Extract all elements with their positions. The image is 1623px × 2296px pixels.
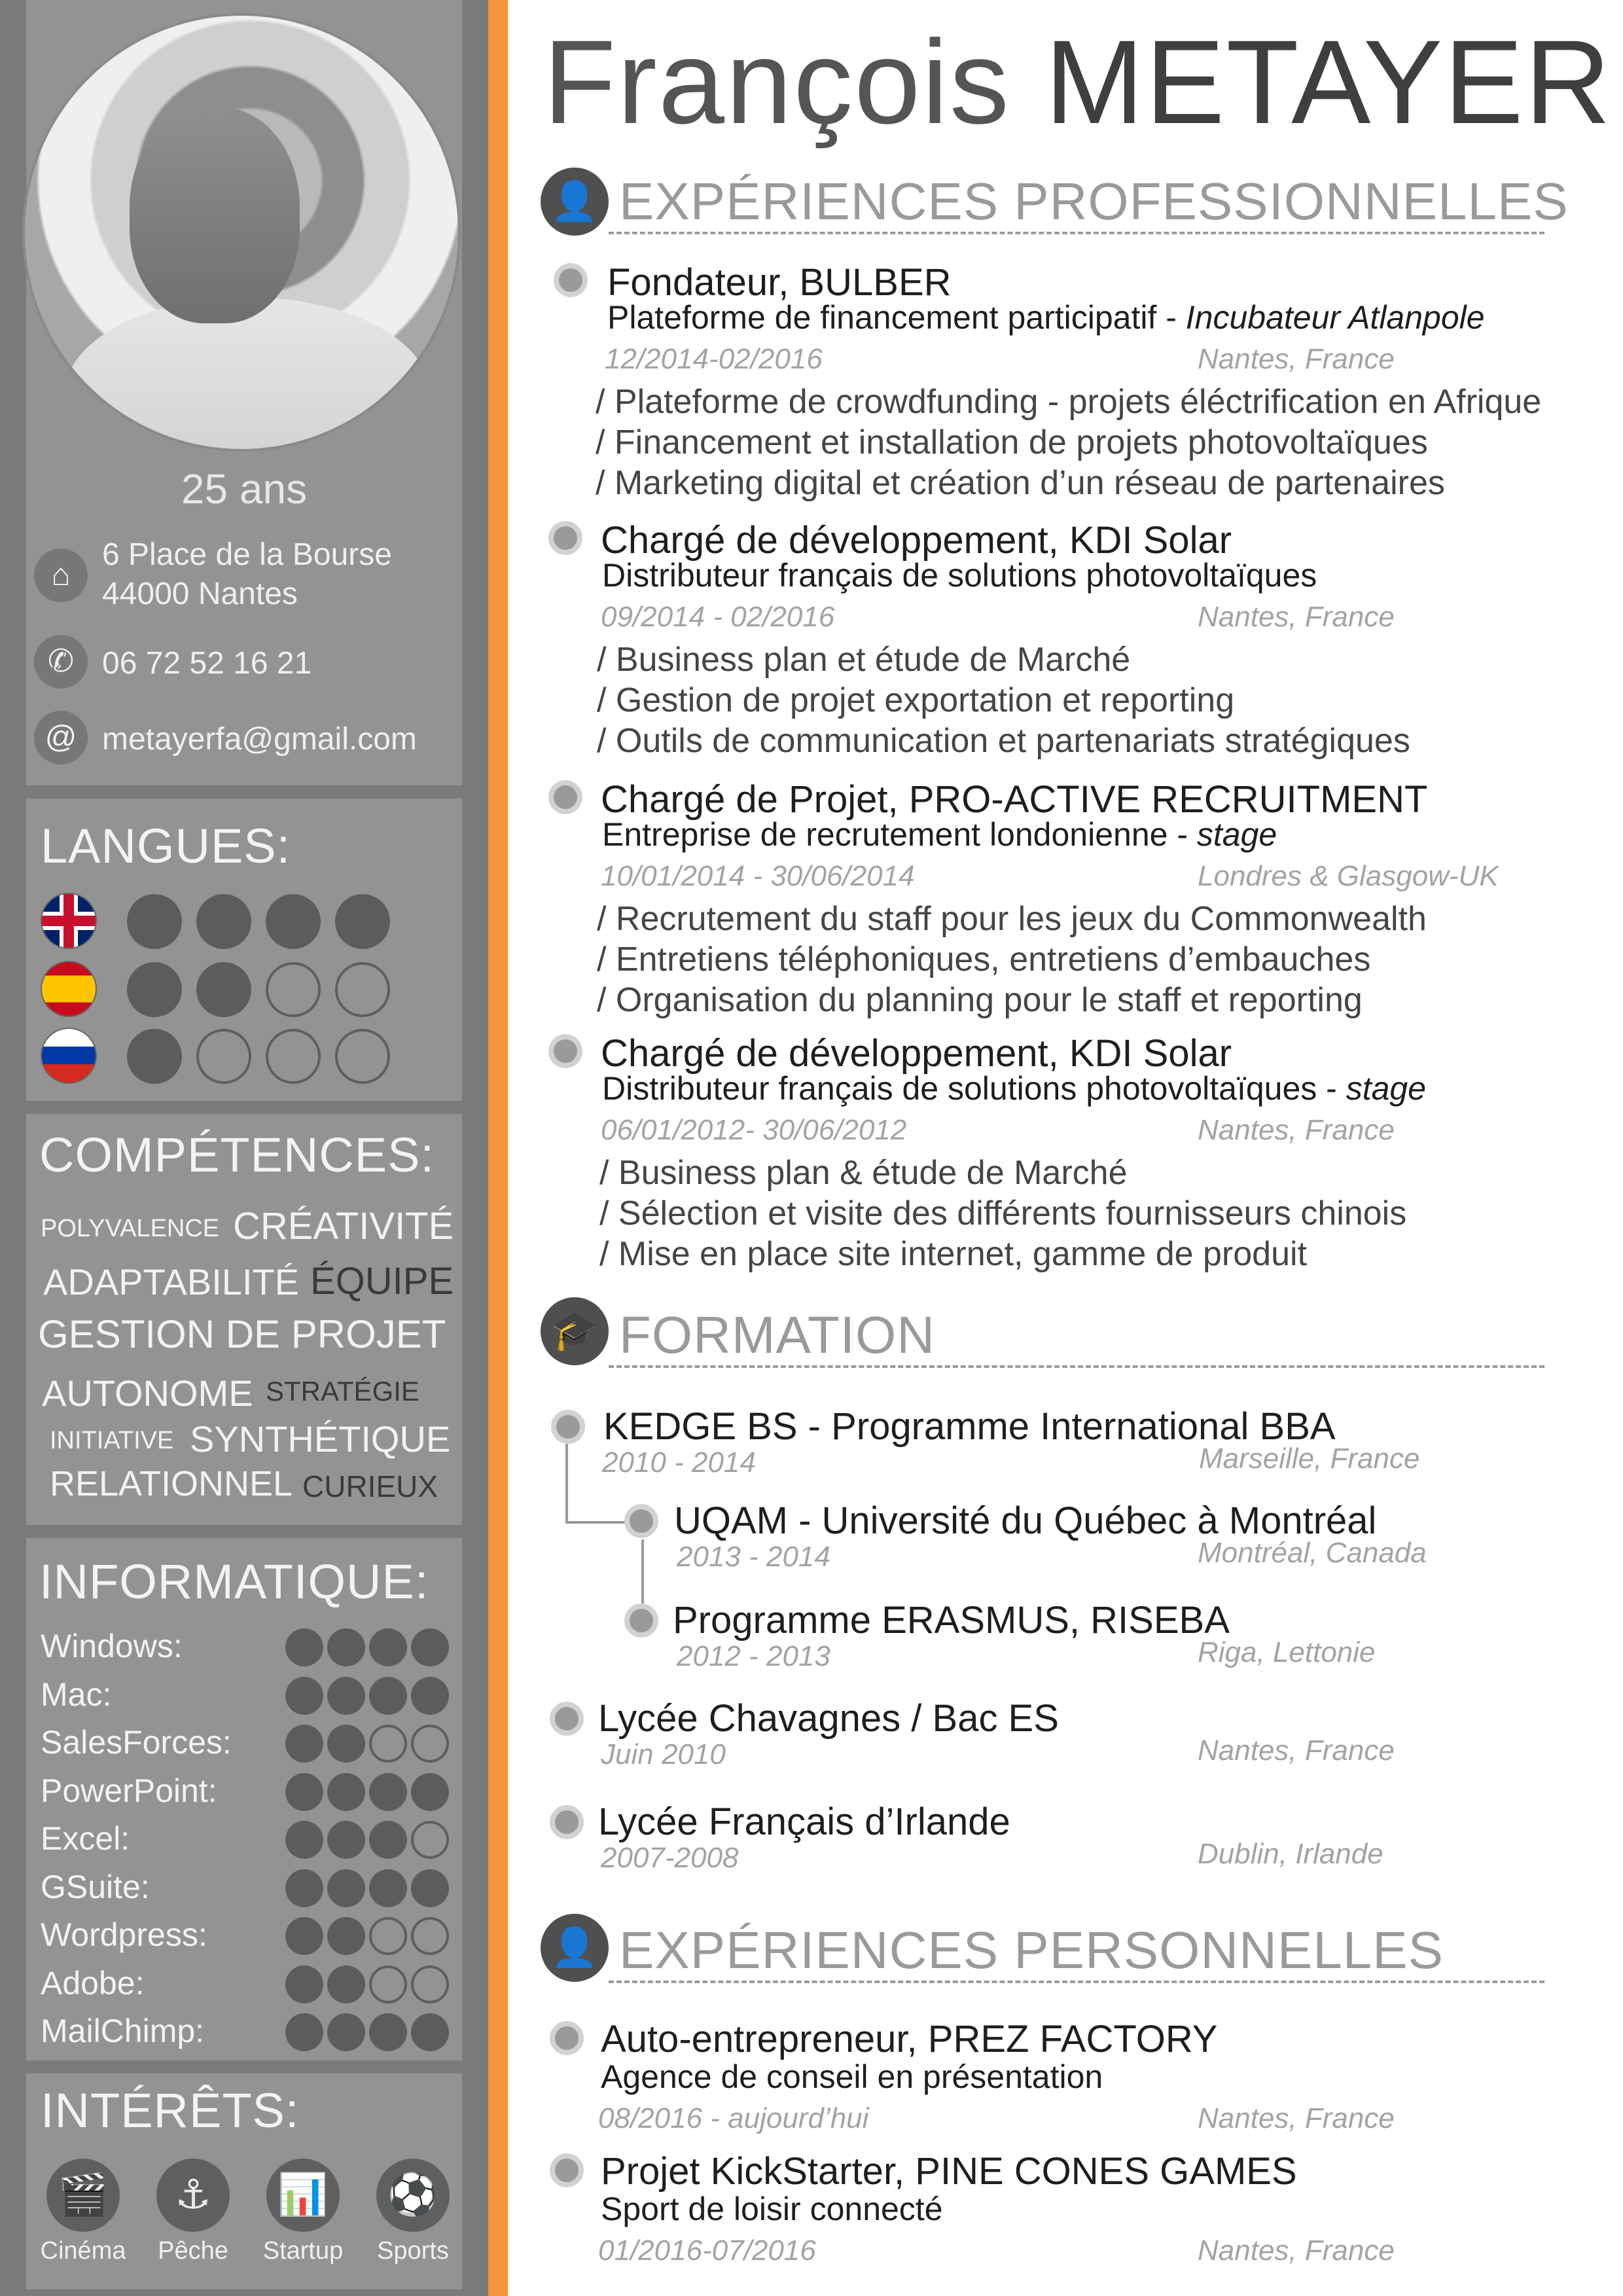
timeline-bullet <box>548 780 582 814</box>
experience-title: EXPÉRIENCES PROFESSIONNELLES <box>619 172 1569 230</box>
job-task: / Marketing digital et création d’un réseau de partenaires <box>596 464 1445 502</box>
level-dot <box>369 1628 407 1666</box>
level-dot <box>411 1965 449 2003</box>
skill-word: RELATIONNEL <box>50 1464 293 1503</box>
job-subtitle-text: Entreprise de recrutement londonienne - <box>602 816 1197 853</box>
it-skill-label: PowerPoint: <box>41 1772 217 1809</box>
job-task: / Business plan & étude de Marché <box>599 1154 1128 1192</box>
interest-label: Pêche <box>158 2237 228 2265</box>
level-dot <box>411 1725 449 1763</box>
job-subtitle-text: Distributeur français de solutions photovoltaïques <box>602 557 1317 594</box>
level-dot <box>327 2013 365 2051</box>
job-task: / Sélection et visite des différents fournisseurs chinois <box>599 1194 1407 1232</box>
education-location: Montréal, Canada <box>1198 1537 1427 1569</box>
job-subtitle-emphasis: Incubateur Atlanpole <box>1185 299 1485 336</box>
education-title: FORMATION <box>619 1306 936 1364</box>
person-icon: 👤 <box>541 168 609 236</box>
job-task: / Business plan et étude de Marché <box>597 641 1131 679</box>
level-dot <box>285 1917 323 1955</box>
education-date: 2012 - 2013 <box>677 1640 830 1672</box>
level-dot <box>369 1965 407 2003</box>
level-dot <box>285 2013 323 2051</box>
level-dot <box>369 1869 407 1907</box>
address-line1: 6 Place de la Bourse <box>102 537 392 572</box>
job-task: / Financement et installation de projets photovoltaïques <box>596 423 1428 461</box>
education-connector <box>641 1539 644 1607</box>
level-dot <box>369 2013 407 2051</box>
job-subtitle <box>602 1069 1426 1107</box>
project-title: Projet KickStarter, PINE CONES GAMES <box>601 2150 1297 2193</box>
interest-pêche[interactable] <box>144 2159 242 2265</box>
timeline-bullet <box>624 1504 658 1538</box>
education-location: Nantes, France <box>1198 1734 1395 1767</box>
person-icon: 👤 <box>541 1914 609 1982</box>
job-title: Fondateur, BULBER <box>607 261 952 304</box>
timeline-bullet <box>624 1604 658 1638</box>
timeline-bullet <box>554 263 588 297</box>
first-name: François <box>543 15 1010 149</box>
job-date: 09/2014 - 02/2016 <box>601 601 835 633</box>
job-subtitle-text: Plateforme de financement participatif - <box>607 299 1186 336</box>
skill-word: ADAPTABILITÉ <box>43 1261 300 1302</box>
section-divider <box>609 232 1544 234</box>
level-dot <box>285 1965 323 2003</box>
job-date: 06/01/2012- 30/06/2012 <box>601 1114 907 1146</box>
interests-title: INTÉRÊTS: <box>41 2083 300 2138</box>
level-dot <box>411 1677 449 1715</box>
personal-title: EXPÉRIENCES PERSONNELLES <box>619 1921 1444 1979</box>
job-subtitle <box>602 816 1277 853</box>
timeline-bullet <box>550 2153 584 2187</box>
photo-shoulders <box>64 297 431 452</box>
level-dot <box>335 894 390 949</box>
skill-word: CRÉATIVITÉ <box>233 1205 454 1247</box>
level-dot <box>411 1773 449 1811</box>
it-skill-label: Mac: <box>41 1676 112 1713</box>
interest-label: Cinéma <box>40 2237 126 2265</box>
it-skill-label: SalesForces: <box>41 1724 232 1761</box>
job-date: 10/01/2014 - 30/06/2014 <box>601 860 915 892</box>
level-dot <box>327 1725 365 1763</box>
project-location: Nantes, France <box>1198 2234 1395 2267</box>
languages-title: LANGUES: <box>41 819 291 873</box>
job-title: Chargé de développement, KDI Solar <box>601 1032 1232 1075</box>
education-date: 2010 - 2014 <box>602 1446 756 1479</box>
address-line2: 44000 Nantes <box>102 577 298 611</box>
project-location: Nantes, France <box>1198 2102 1395 2134</box>
education-title-item: Programme ERASMUS, RISEBA <box>673 1599 1230 1641</box>
spain-flag <box>41 961 97 1017</box>
education-location: Dublin, Irlande <box>1198 1838 1383 1870</box>
level-dot <box>327 1677 365 1715</box>
fishing-hook-icon: ⚓ <box>156 2159 230 2232</box>
timeline-bullet <box>550 2021 584 2055</box>
education-title-item: Lycée Français d’Irlande <box>598 1801 1010 1843</box>
job-subtitle <box>602 556 1317 594</box>
job-subtitle-text: Distributeur français de solutions photovoltaïques - <box>602 1070 1346 1107</box>
level-dot <box>327 1773 365 1811</box>
job-task: / Organisation du planning pour le staff et reporting <box>597 981 1363 1019</box>
photo-face <box>130 107 300 323</box>
email-link[interactable]: metayerfa@gmail.com <box>102 722 417 757</box>
skill-word: AUTONOME <box>42 1372 253 1414</box>
job-task: / Plateforme de crowdfunding - projets éléctrification en Afrique <box>596 383 1542 421</box>
job-date: 12/2014-02/2016 <box>605 343 823 375</box>
timeline-bullet <box>548 1034 582 1068</box>
project-subtitle: Sport de loisir connecté <box>601 2191 943 2227</box>
level-dot <box>369 1725 407 1763</box>
level-dot <box>369 1773 407 1811</box>
education-date: 2007-2008 <box>601 1842 739 1874</box>
uk-flag <box>41 893 97 949</box>
level-dot <box>285 1725 323 1763</box>
level-dot <box>369 1821 407 1859</box>
project-date: 01/2016-07/2016 <box>598 2234 816 2267</box>
level-dot <box>411 1917 449 1955</box>
it-skill-label: GSuite: <box>41 1868 150 1905</box>
soccer-ball-icon: ⚽ <box>376 2159 450 2232</box>
level-dot <box>335 1029 390 1084</box>
education-title-item: UQAM - Université du Québec à Montréal <box>674 1499 1377 1542</box>
project-subtitle: Agence de conseil en présentation <box>601 2058 1103 2095</box>
age: 25 ans <box>181 465 308 512</box>
level-dot <box>411 2013 449 2051</box>
level-dot <box>196 962 251 1017</box>
clapperboard-icon: 🎬 <box>46 2159 120 2232</box>
level-dot <box>196 1029 251 1084</box>
job-task: / Recrutement du staff pour les jeux du Commonwealth <box>597 900 1427 938</box>
graduate-icon: 🎓 <box>541 1297 609 1365</box>
skill-word: CURIEUX <box>302 1469 438 1503</box>
education-title-item: Lycée Chavagnes / Bac ES <box>598 1697 1059 1740</box>
level-dot <box>327 1869 365 1907</box>
job-location: Nantes, France <box>1198 601 1395 633</box>
level-dot <box>127 894 182 949</box>
at-icon: @ <box>34 711 88 764</box>
skill-word: GESTION DE PROJET <box>38 1312 446 1356</box>
job-location: Nantes, France <box>1198 343 1395 375</box>
level-dot <box>327 1965 365 2003</box>
timeline-bullet <box>550 1702 584 1736</box>
education-location: Marseille, France <box>1199 1443 1420 1475</box>
education-date: 2013 - 2014 <box>677 1541 830 1573</box>
level-dot <box>411 1869 449 1907</box>
interest-startup[interactable] <box>254 2159 352 2265</box>
job-title: Chargé de développement, KDI Solar <box>601 519 1232 562</box>
level-dot <box>327 1821 365 1859</box>
it-skill-label: Adobe: <box>41 1964 145 2001</box>
section-divider <box>609 1981 1544 1983</box>
job-location: Londres & Glasgow-UK <box>1198 860 1499 892</box>
level-dot <box>369 1917 407 1955</box>
it-skill-label: Windows: <box>41 1628 183 1664</box>
profile-photo <box>22 13 461 452</box>
education-location: Riga, Lettonie <box>1198 1636 1376 1668</box>
it-skill-label: MailChimp: <box>41 2013 205 2049</box>
job-subtitle-emphasis: stage <box>1196 816 1277 853</box>
job-subtitle <box>607 298 1485 336</box>
level-dot <box>285 1773 323 1811</box>
level-dot <box>266 894 321 949</box>
level-dot <box>285 1677 323 1715</box>
level-dot <box>285 1869 323 1907</box>
job-title: Chargé de Projet, PRO-ACTIVE RECRUITMENT <box>601 778 1428 821</box>
skill-word: INITIATIVE <box>50 1427 174 1454</box>
timeline-bullet <box>550 1805 584 1839</box>
level-dot <box>327 1628 365 1666</box>
job-location: Nantes, France <box>1198 1114 1395 1146</box>
full-name <box>543 13 1612 151</box>
phone-icon: ✆ <box>34 635 88 689</box>
it-skill-label: Wordpress: <box>41 1916 207 1953</box>
job-task: / Outils de communication et partenariats stratégiques <box>597 722 1410 760</box>
russia-flag <box>41 1028 97 1084</box>
level-dot <box>127 962 182 1017</box>
level-dot <box>196 894 251 949</box>
level-dot <box>285 1821 323 1859</box>
education-title-item: KEDGE BS - Programme International BBA <box>603 1405 1336 1448</box>
level-dot <box>127 1029 182 1084</box>
level-dot <box>327 1917 365 1955</box>
it-skill-label: Excel: <box>41 1820 130 1857</box>
interest-label: Sports <box>377 2237 449 2265</box>
phone-number[interactable]: 06 72 52 16 21 <box>102 646 312 681</box>
section-divider <box>609 1365 1544 1368</box>
level-dot <box>369 1677 407 1715</box>
skill-word: POLYVALENCE <box>41 1215 220 1242</box>
home-icon: ⌂ <box>34 548 88 602</box>
job-task: / Mise en place site internet, gamme de produit <box>599 1235 1308 1273</box>
last-name: METAYER <box>1044 15 1613 149</box>
interest-cinéma[interactable] <box>34 2159 132 2265</box>
job-task: / Entretiens téléphoniques, entretiens d’embauches <box>597 941 1371 978</box>
it-title: INFORMATIQUE: <box>39 1554 429 1609</box>
skills-title: COMPÉTENCES: <box>39 1128 435 1182</box>
project-date: 08/2016 - aujourd’hui <box>598 2102 869 2134</box>
education-date: Juin 2010 <box>601 1738 726 1770</box>
job-task: / Gestion de projet exportation et reporting <box>597 681 1235 719</box>
level-dot <box>266 1029 321 1084</box>
skill-word: ÉQUIPE <box>310 1260 454 1302</box>
level-dot <box>266 962 321 1017</box>
interest-sports[interactable] <box>364 2159 462 2265</box>
level-dot <box>285 1628 323 1666</box>
interest-label: Startup <box>262 2237 344 2265</box>
level-dot <box>411 1821 449 1859</box>
skill-word: STRATÉGIE <box>266 1376 419 1407</box>
level-dot <box>411 1628 449 1666</box>
presentation-icon: 📊 <box>266 2159 340 2232</box>
level-dot <box>335 962 390 1017</box>
skill-word: SYNTHÉTIQUE <box>190 1418 451 1460</box>
timeline-bullet <box>551 1410 585 1444</box>
timeline-bullet <box>548 521 582 555</box>
project-title: Auto-entrepreneur, PREZ FACTORY <box>601 2018 1218 2060</box>
accent-bar <box>488 0 508 2296</box>
job-subtitle-emphasis: stage <box>1346 1070 1427 1107</box>
